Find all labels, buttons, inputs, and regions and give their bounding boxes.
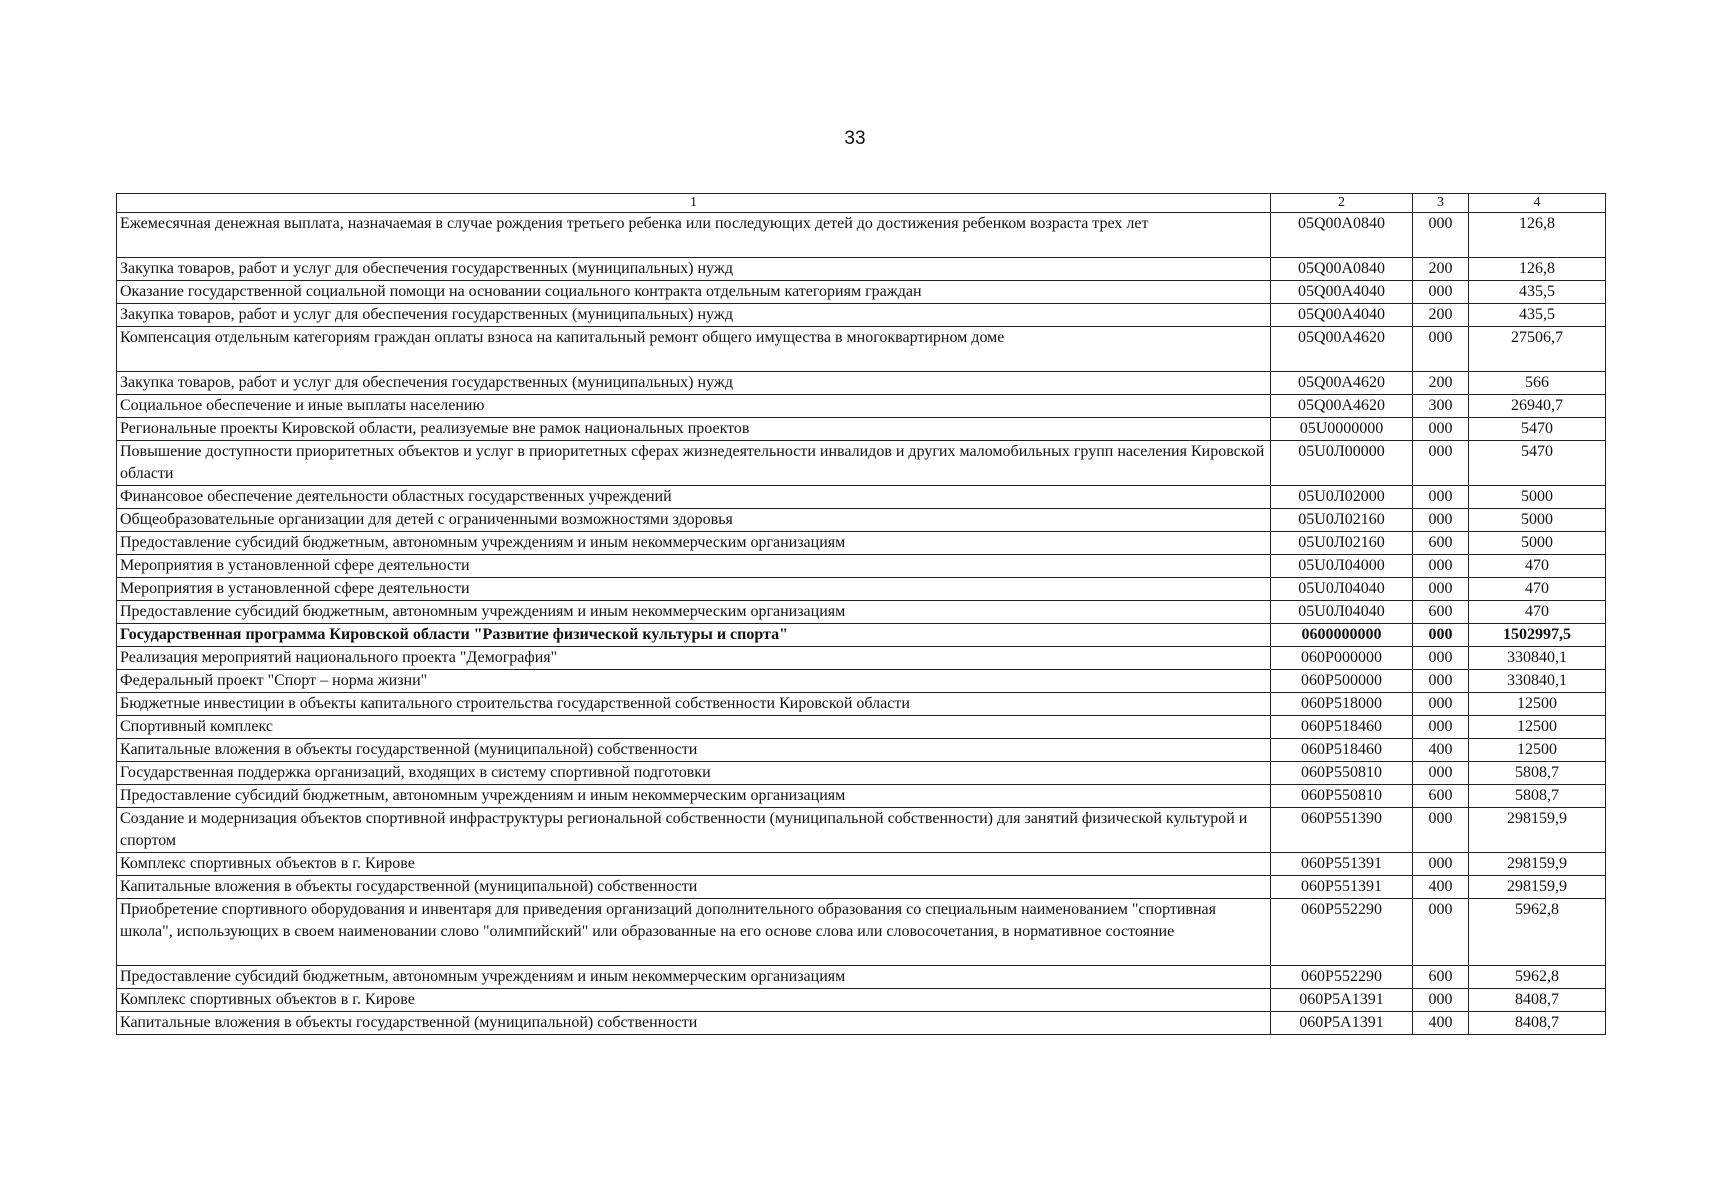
cell-target-code: 060P552290 (1271, 899, 1413, 966)
cell-amount: 330840,1 (1469, 647, 1606, 670)
cell-amount: 435,5 (1469, 304, 1606, 327)
cell-name: Федеральный проект "Спорт – норма жизни" (117, 670, 1271, 693)
cell-target-code: 05Q00A4620 (1271, 372, 1413, 395)
cell-expense-type: 000 (1413, 578, 1469, 601)
cell-target-code: 060P500000 (1271, 670, 1413, 693)
cell-expense-type: 200 (1413, 372, 1469, 395)
cell-expense-type: 300 (1413, 395, 1469, 418)
cell-expense-type: 000 (1413, 624, 1469, 647)
cell-name: Реализация мероприятий национального проекта "Демография" (117, 647, 1271, 670)
table-row (117, 327, 1606, 372)
budget-table (116, 193, 1606, 1035)
cell-amount: 5962,8 (1469, 899, 1606, 966)
table-row (117, 624, 1606, 647)
cell-amount: 5470 (1469, 441, 1606, 486)
cell-name: Государственная поддержка организаций, входящих в систему спортивной подготовки (117, 762, 1271, 785)
cell-name: Предоставление субсидий бюджетным, автономным учреждениям и иным некоммерческим организациям (117, 785, 1271, 808)
cell-expense-type: 600 (1413, 966, 1469, 989)
cell-amount: 12500 (1469, 716, 1606, 739)
cell-amount: 126,8 (1469, 213, 1606, 258)
cell-expense-type: 000 (1413, 555, 1469, 578)
table-row (117, 966, 1606, 989)
cell-target-code: 0600000000 (1271, 624, 1413, 647)
cell-expense-type: 000 (1413, 418, 1469, 441)
cell-name: Предоставление субсидий бюджетным, автономным учреждениям и иным некоммерческим организациям (117, 601, 1271, 624)
cell-expense-type: 400 (1413, 1012, 1469, 1035)
table-row (117, 532, 1606, 555)
cell-amount: 330840,1 (1469, 670, 1606, 693)
cell-name: Общеобразовательные организации для детей с ограниченными возможностями здоровья (117, 509, 1271, 532)
cell-target-code: 05U0Л02160 (1271, 532, 1413, 555)
cell-target-code: 060P551391 (1271, 876, 1413, 899)
table-row (117, 693, 1606, 716)
cell-amount: 298159,9 (1469, 808, 1606, 853)
cell-name: Предоставление субсидий бюджетным, автономным учреждениям и иным некоммерческим организациям (117, 966, 1271, 989)
table-row (117, 372, 1606, 395)
table-row (117, 785, 1606, 808)
cell-expense-type: 000 (1413, 509, 1469, 532)
cell-name: Приобретение спортивного оборудования и инвентаря для приведения организаций дополнительного образования со специальным наименованием "спортивная школа", использующих в своем наименовании слово "олимпийский" или образованные на его основе слова или словосочетания, в нормативное состояние (117, 899, 1271, 966)
cell-name: Комплекс спортивных объектов в г. Кирове (117, 989, 1271, 1012)
cell-amount: 8408,7 (1469, 1012, 1606, 1035)
cell-target-code: 05U0Л02160 (1271, 509, 1413, 532)
cell-name: Закупка товаров, работ и услуг для обеспечения государственных (муниципальных) нужд (117, 304, 1271, 327)
cell-amount: 26940,7 (1469, 395, 1606, 418)
cell-name: Предоставление субсидий бюджетным, автономным учреждениям и иным некоммерческим организациям (117, 532, 1271, 555)
table-row (117, 876, 1606, 899)
cell-expense-type: 000 (1413, 808, 1469, 853)
cell-amount: 470 (1469, 555, 1606, 578)
table-row (117, 304, 1606, 327)
cell-expense-type: 000 (1413, 213, 1469, 258)
cell-name: Закупка товаров, работ и услуг для обеспечения государственных (муниципальных) нужд (117, 258, 1271, 281)
cell-target-code: 060P000000 (1271, 647, 1413, 670)
cell-name: Мероприятия в установленной сфере деятельности (117, 578, 1271, 601)
cell-amount: 5000 (1469, 486, 1606, 509)
cell-expense-type: 000 (1413, 327, 1469, 372)
table-row (117, 670, 1606, 693)
cell-amount: 5000 (1469, 532, 1606, 555)
cell-expense-type: 000 (1413, 647, 1469, 670)
cell-target-code: 060P518460 (1271, 716, 1413, 739)
cell-amount: 5000 (1469, 509, 1606, 532)
cell-target-code: 060P518460 (1271, 739, 1413, 762)
table-row (117, 762, 1606, 785)
cell-amount: 5808,7 (1469, 762, 1606, 785)
cell-amount: 435,5 (1469, 281, 1606, 304)
cell-name: Закупка товаров, работ и услуг для обеспечения государственных (муниципальных) нужд (117, 372, 1271, 395)
cell-target-code: 060P552290 (1271, 966, 1413, 989)
cell-target-code: 05Q00A0840 (1271, 213, 1413, 258)
cell-name: Капитальные вложения в объекты государственной (муниципальной) собственности (117, 1012, 1271, 1035)
cell-target-code: 05U0Л02000 (1271, 486, 1413, 509)
cell-expense-type: 600 (1413, 532, 1469, 555)
table-row (117, 418, 1606, 441)
cell-target-code: 05U0000000 (1271, 418, 1413, 441)
cell-amount: 5962,8 (1469, 966, 1606, 989)
cell-expense-type: 200 (1413, 304, 1469, 327)
cell-amount: 126,8 (1469, 258, 1606, 281)
table-row (117, 601, 1606, 624)
cell-expense-type: 000 (1413, 441, 1469, 486)
cell-amount: 470 (1469, 578, 1606, 601)
cell-target-code: 060P550810 (1271, 762, 1413, 785)
cell-target-code: 060P5A1391 (1271, 1012, 1413, 1035)
table-row (117, 716, 1606, 739)
cell-amount: 12500 (1469, 693, 1606, 716)
cell-target-code: 060P518000 (1271, 693, 1413, 716)
table-row (117, 258, 1606, 281)
table-row (117, 441, 1606, 486)
table-row (117, 1012, 1606, 1035)
table-row (117, 989, 1606, 1012)
column-header-expense-type: 3 (1413, 194, 1469, 213)
table-row (117, 281, 1606, 304)
table-row (117, 808, 1606, 853)
cell-target-code: 05U0Л04040 (1271, 578, 1413, 601)
cell-amount: 27506,7 (1469, 327, 1606, 372)
table-row (117, 395, 1606, 418)
cell-target-code: 060P551390 (1271, 808, 1413, 853)
cell-expense-type: 000 (1413, 762, 1469, 785)
column-header-name: 1 (117, 194, 1271, 213)
cell-target-code: 05U0Л04000 (1271, 555, 1413, 578)
cell-amount: 8408,7 (1469, 989, 1606, 1012)
cell-target-code: 05Q00A4040 (1271, 304, 1413, 327)
cell-expense-type: 000 (1413, 486, 1469, 509)
cell-target-code: 05Q00A4620 (1271, 327, 1413, 372)
cell-target-code: 060P550810 (1271, 785, 1413, 808)
cell-name: Региональные проекты Кировской области, реализуемые вне рамок национальных проектов (117, 418, 1271, 441)
cell-target-code: 05U0Л04040 (1271, 601, 1413, 624)
cell-amount: 298159,9 (1469, 876, 1606, 899)
cell-name: Оказание государственной социальной помощи на основании социального контракта отдельным категориям граждан (117, 281, 1271, 304)
cell-expense-type: 600 (1413, 601, 1469, 624)
cell-target-code: 05Q00A0840 (1271, 258, 1413, 281)
cell-name: Повышение доступности приоритетных объектов и услуг в приоритетных сферах жизнедеятельности инвалидов и других маломобильных групп населения Кировской области (117, 441, 1271, 486)
cell-target-code: 05Q00A4620 (1271, 395, 1413, 418)
table-row (117, 555, 1606, 578)
cell-name: Бюджетные инвестиции в объекты капитального строительства государственной собственности Кировской области (117, 693, 1271, 716)
cell-name: Ежемесячная денежная выплата, назначаемая в случае рождения третьего ребенка или последующих детей до достижения ребенком возраста трех лет (117, 213, 1271, 258)
page-number: 33 (844, 128, 866, 149)
cell-name: Капитальные вложения в объекты государственной (муниципальной) собственности (117, 876, 1271, 899)
cell-amount: 5470 (1469, 418, 1606, 441)
cell-expense-type: 000 (1413, 899, 1469, 966)
column-header-amount: 4 (1469, 194, 1606, 213)
cell-name: Государственная программа Кировской области "Развитие физической культуры и спорта" (117, 624, 1271, 647)
table-header-row (117, 194, 1606, 213)
cell-target-code: 05U0Л00000 (1271, 441, 1413, 486)
table-row (117, 853, 1606, 876)
cell-expense-type: 000 (1413, 853, 1469, 876)
cell-name: Компенсация отдельным категориям граждан оплаты взноса на капитальный ремонт общего имущества в многоквартирном доме (117, 327, 1271, 372)
cell-target-code: 060P551391 (1271, 853, 1413, 876)
cell-expense-type: 000 (1413, 670, 1469, 693)
cell-amount: 5808,7 (1469, 785, 1606, 808)
cell-expense-type: 400 (1413, 739, 1469, 762)
cell-amount: 1502997,5 (1469, 624, 1606, 647)
cell-expense-type: 400 (1413, 876, 1469, 899)
cell-expense-type: 200 (1413, 258, 1469, 281)
cell-target-code: 060P5A1391 (1271, 989, 1413, 1012)
cell-expense-type: 000 (1413, 693, 1469, 716)
cell-name: Мероприятия в установленной сфере деятельности (117, 555, 1271, 578)
cell-expense-type: 600 (1413, 785, 1469, 808)
cell-amount: 470 (1469, 601, 1606, 624)
table-row (117, 739, 1606, 762)
table-row (117, 899, 1606, 966)
cell-expense-type: 000 (1413, 989, 1469, 1012)
cell-expense-type: 000 (1413, 281, 1469, 304)
cell-amount: 298159,9 (1469, 853, 1606, 876)
table-row (117, 647, 1606, 670)
table-body (117, 213, 1606, 1035)
table-row (117, 486, 1606, 509)
cell-amount: 566 (1469, 372, 1606, 395)
cell-name: Создание и модернизация объектов спортивной инфраструктуры региональной собственности (муниципальной собственности) для занятий физической культурой и спортом (117, 808, 1271, 853)
cell-amount: 12500 (1469, 739, 1606, 762)
column-header-code: 2 (1271, 194, 1413, 213)
cell-name: Социальное обеспечение и иные выплаты населению (117, 395, 1271, 418)
cell-expense-type: 000 (1413, 716, 1469, 739)
table-row (117, 578, 1606, 601)
cell-name: Капитальные вложения в объекты государственной (муниципальной) собственности (117, 739, 1271, 762)
cell-name: Спортивный комплекс (117, 716, 1271, 739)
table-row (117, 213, 1606, 258)
cell-target-code: 05Q00A4040 (1271, 281, 1413, 304)
table-row (117, 509, 1606, 532)
cell-name: Финансовое обеспечение деятельности областных государственных учреждений (117, 486, 1271, 509)
cell-name: Комплекс спортивных объектов в г. Кирове (117, 853, 1271, 876)
